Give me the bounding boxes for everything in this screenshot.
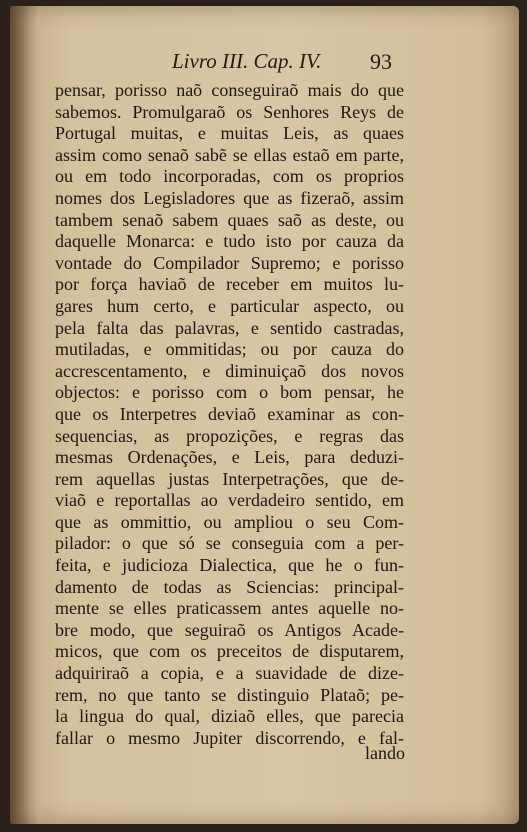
text-line: viaõ e reportallas ao verdadeiro sentido, em xyxy=(55,490,404,511)
text-line: objectos: e porisso com o bom pensar, he xyxy=(55,382,404,403)
text-line: feita, e judicioza Dialectica, que he o fun- xyxy=(55,555,404,576)
text-line: damento de todas as Sciencias: principal- xyxy=(55,576,404,597)
text-line: la lingua do qual, diziaõ elles, que parecia xyxy=(55,706,404,727)
text-line: assim como senaõ sabẽ se ellas estaõ em parte, xyxy=(55,144,404,165)
running-title: Livro III. Cap. IV. xyxy=(172,49,322,73)
text-line: adquiriraõ a copia, e a suavidade de dize- xyxy=(55,663,404,684)
text-line: gares hum certo, e particular aspecto, ou xyxy=(55,295,404,316)
text-line: mesmas Ordenações, e Leis, para deduzi- xyxy=(55,447,404,468)
text-line: bre modo, que seguiraõ os Antigos Acade- xyxy=(55,619,404,640)
text-line: fallar o mesmo Jupiter discorrendo, e fal- xyxy=(55,727,404,748)
page-gutter-shadow xyxy=(10,6,38,824)
text-line: nomes dos Legisladores que as fizeraõ, assim xyxy=(55,187,404,208)
text-line: pela falta das palavras, e sentido castradas, xyxy=(55,317,404,338)
page-header xyxy=(10,49,519,79)
page-number: 93 xyxy=(370,49,392,74)
text-line: vontade do Compilador Supremo; e porisso xyxy=(55,252,404,273)
text-line: sequencias, as propozições, e regras das xyxy=(55,425,404,446)
text-line: mente se elles praticassem antes aquelle no- xyxy=(55,598,404,619)
text-line: que os Interpetres deviaõ examinar as con- xyxy=(55,403,404,424)
catchword: lando xyxy=(365,743,405,763)
text-line: micos, que com os preceitos de disputarem, xyxy=(55,641,404,662)
body-text xyxy=(55,80,404,749)
text-line: accrescentamento, e diminuiçaõ dos novos xyxy=(55,360,404,381)
text-line: mutiladas, e ommitidas; ou por cauza do xyxy=(55,339,404,360)
text-line: rem, no que tanto se distinguio Plataõ; pe- xyxy=(55,684,404,705)
text-line: rem aquellas justas Interpetrações, que de- xyxy=(55,468,404,489)
text-line: tambem senaõ sabem quaes saõ as deste, ou xyxy=(55,209,404,230)
text-line: daquelle Monarca: e tudo isto por cauza da xyxy=(55,231,404,252)
book-page xyxy=(10,6,519,824)
text-line: por força haviaõ de receber em muitos lu- xyxy=(55,274,404,295)
text-line: pilador: o que só se conseguia com a per- xyxy=(55,533,404,554)
text-line: que as ommittio, ou ampliou o seu Com- xyxy=(55,511,404,532)
text-line: pensar, porisso naõ conseguiraõ mais do que xyxy=(55,80,404,100)
text-line: ou em todo incorporadas, com os proprios xyxy=(55,166,404,187)
text-line: sabemos. Promulgaraõ os Senhores Reys de xyxy=(55,101,404,122)
text-line: Portugal muitas, e muitas Leis, as quaes xyxy=(55,123,404,144)
